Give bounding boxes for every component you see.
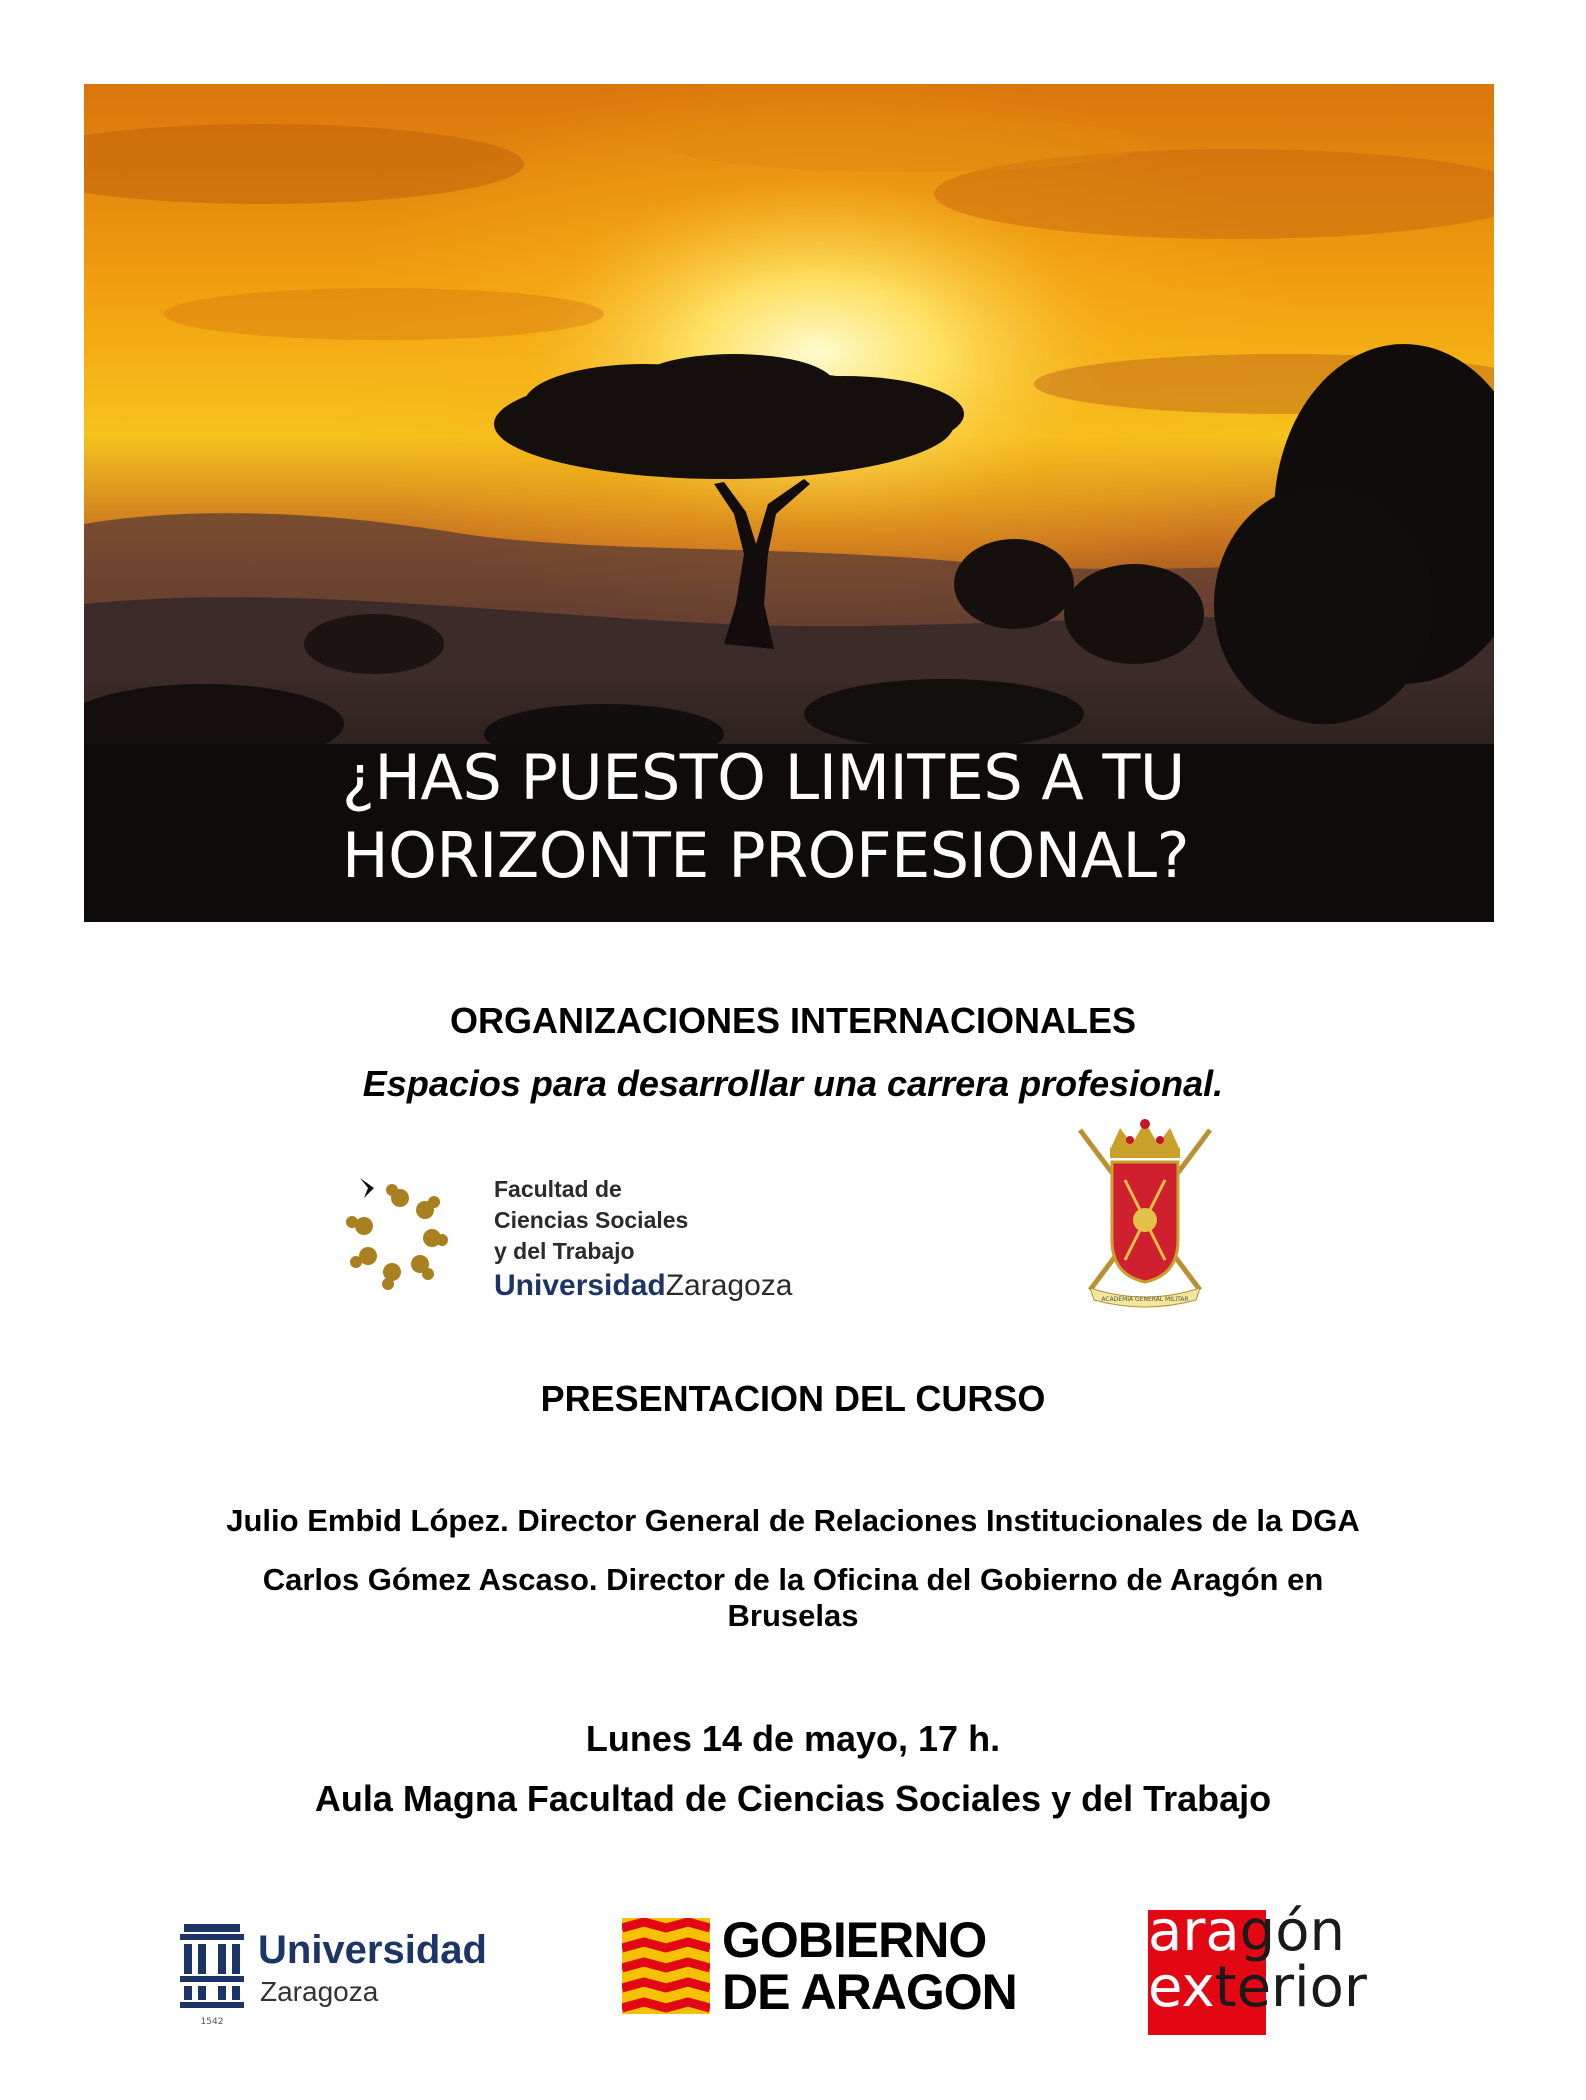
crest-ribbon-text: ACADEMIA GENERAL MILITAR — [1101, 1296, 1189, 1303]
section-title: ORGANIZACIONES INTERNACIONALES — [449, 1000, 1137, 1041]
university-building-icon — [174, 1920, 250, 2028]
ae-line1-out: gón — [1239, 1899, 1345, 1964]
faculty-logo — [340, 1168, 800, 1308]
speaker-2-line1: Carlos Gómez Ascaso. Director de la Oficina del Gobierno de Aragón en — [262, 1562, 1324, 1597]
hero-title-line2: HORIZONTE PROFESIONAL? — [342, 819, 1189, 892]
faculty-emblem-icon — [340, 1168, 460, 1298]
ae-line1 — [1148, 1899, 1367, 1964]
gobierno-text — [722, 1914, 1017, 2018]
speaker-2-line2: Bruselas — [727, 1598, 859, 1633]
faculty-line1: Facultad de — [494, 1176, 622, 1202]
faculty-name — [494, 1174, 792, 1305]
military-crest-logo — [1070, 1110, 1220, 1310]
hero-title — [342, 739, 1442, 895]
uz-word1: Universidad — [258, 1928, 487, 1972]
faculty-university-a: Universidad — [494, 1269, 666, 1302]
aragon-exterior-logo — [1148, 1899, 1428, 2035]
gobierno-line2: DE ARAGON — [722, 1964, 1017, 2020]
faculty-line3: y del Trabajo — [494, 1238, 635, 1264]
event-date: Lunes 14 de mayo, 17 h. — [585, 1718, 1001, 1759]
speaker-1: Julio Embid López. Director General de Relaciones Institucionales de la DGA — [226, 1503, 1360, 1538]
ae-line2-in: ex — [1148, 1955, 1215, 2020]
speaker-2 — [0, 1562, 1586, 1634]
aragon-flag-icon — [622, 1918, 710, 2014]
faculty-line2: Ciencias Sociales — [494, 1207, 689, 1233]
ae-line2 — [1148, 1955, 1367, 2020]
aragon-exterior-text — [1148, 1899, 1367, 2020]
faculty-university-b: Zaragoza — [665, 1269, 793, 1302]
ae-line2-out: terior — [1214, 1955, 1367, 2020]
section-subtitle: Espacios para desarrollar una carrera profesional. — [362, 1063, 1224, 1104]
course-title: PRESENTACION DEL CURSO — [540, 1378, 1046, 1419]
hero-image — [84, 84, 1494, 922]
gobierno-aragon-logo — [622, 1912, 1042, 2020]
gobierno-line1: GOBIERNO — [722, 1912, 987, 1968]
event-place: Aula Magna Facultad de Ciencias Sociales y del Trabajo — [314, 1778, 1272, 1819]
uz-word2: Zaragoza — [260, 1976, 379, 2007]
universidad-zaragoza-logo — [174, 1920, 494, 2030]
hero-title-line1: ¿HAS PUESTO LIMITES A TU — [342, 741, 1185, 814]
faculty-university — [494, 1267, 792, 1305]
university-year: 1542 — [200, 2017, 224, 2027]
ae-line1-in: ara — [1148, 1899, 1240, 1964]
